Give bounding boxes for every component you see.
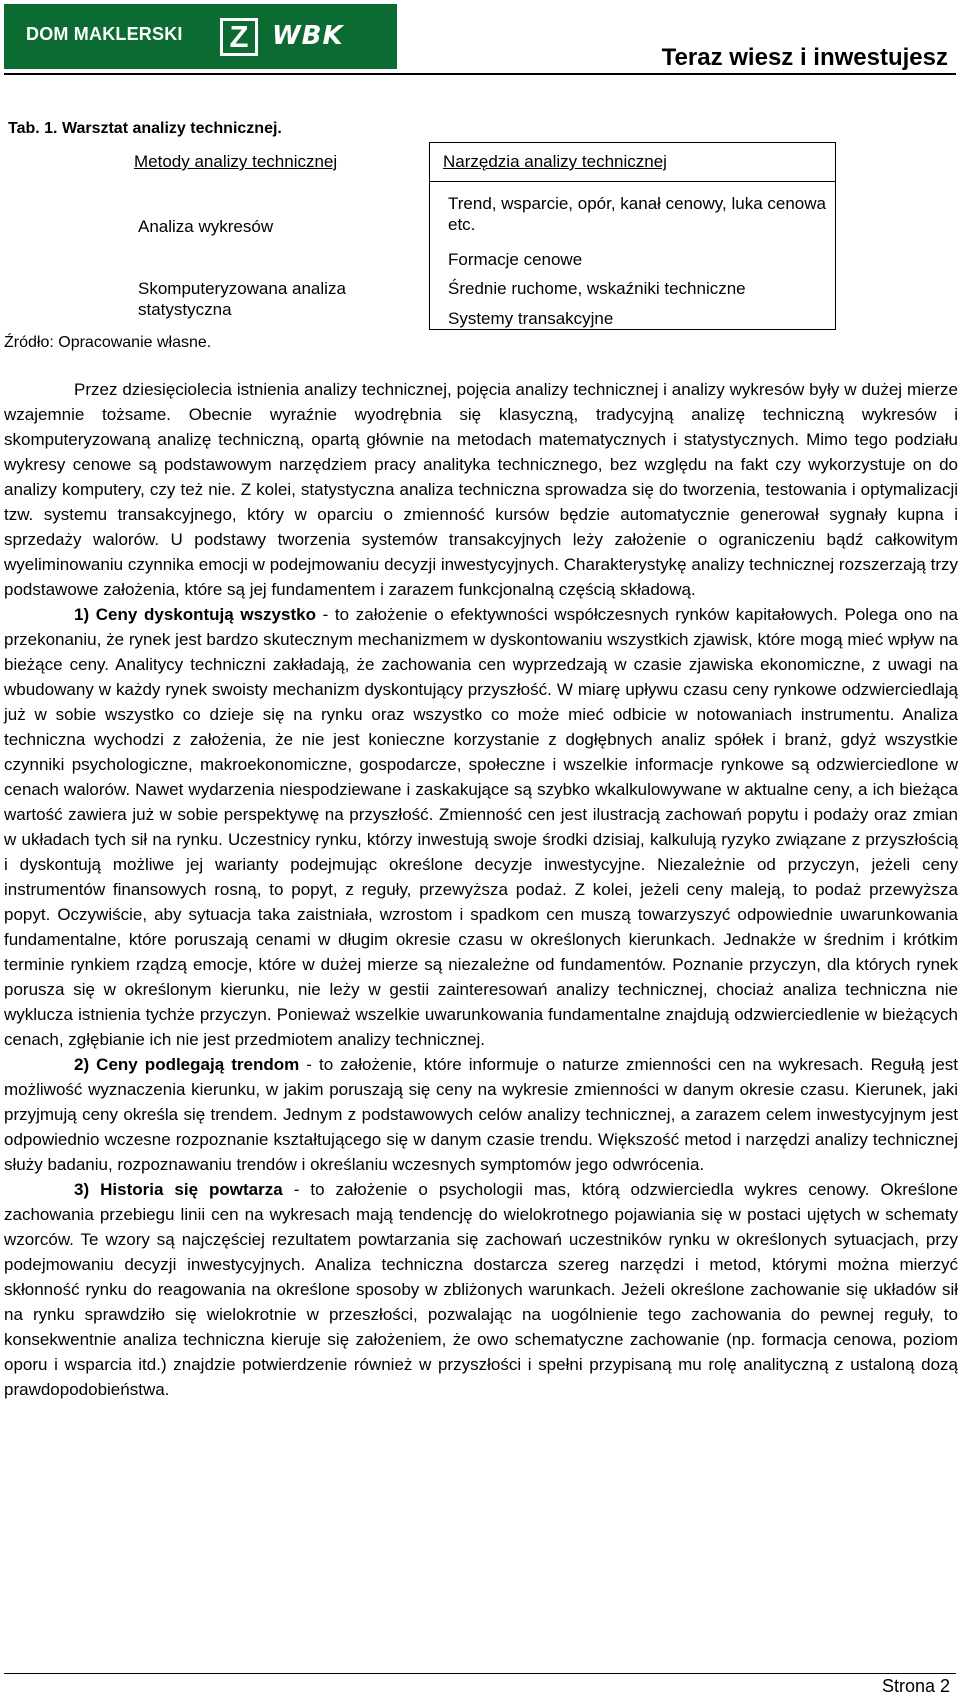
paragraph-text: - to założenie o psychologii mas, którą odzwierciedla wykres cenowy. Określone zachowania przebiegu linii cen na wykresach mają tendencję do wielokrotnego pojawiania się w postaci ujętych w schematy wzorców. Te wzory są najczęściej rezultatem powtarzania się zachowań uczestników rynku w określonych sytuacjach, przy podejmowaniu decyzji inwestycyjnych. Analiza techniczna dostarcza szereg narzędzi i metod, którymi można mierzyć skłonność rynku do reagowania na określone sposoby w zbliżonych warunkach. Jeżeli określone zachowanie się układów sił na rynku sprawdziło się wielokrotnie w przeszłości, pozwalając na uogólnienie tego zachowania do pewnej reguły, to konsekwentnie analiza techniczna kieruje się założeniem, że owo schematyczne zachowanie (np. formacja cenowa, poziom oporu i wsparcia itd.) znajdzie potwierdzenie również w przyszłości i spełni przypisaną mu rolę analityczną z ustaloną dozą prawdopodobieństwa. — [4, 1180, 959, 1399]
logo-brand: WBK — [272, 21, 344, 51]
paragraph — [4, 602, 958, 1052]
assumption-heading: 2) Ceny podlegają trendom — [74, 1055, 300, 1074]
column-header-methods: Metody analizy technicznej — [134, 152, 338, 171]
column-header-tools: Narzędzia analizy technicznej — [443, 152, 667, 171]
header-divider — [4, 73, 956, 75]
footer-divider — [4, 1673, 956, 1674]
paragraph-text: - to założenie o efektywności współczesnych rynków kapitałowych. Polega ono na przekonaniu, że rynek jest bardzo skutecznym mechanizmem w dyskontowaniu wszystkich zjawisk, które mogą mieć wpływ na bieżące ceny. Analitycy techniczni zakładają, że zachowania cen wyprzedzają w czasie zjawiska ekonomiczne, z uwagi na wbudowany w każdy rynek swoisty mechanizm dyskontujący przyszłość. W miarę upływu czasu ceny rynkowe odzwierciedlają już w sobie wszystko co dzieje się na rynku oraz wszystko co może mieć odbicie w notowaniach instrumentu. Analiza techniczna wychodzi z założenia, że nie jest konieczne korzystanie z dogłębnych analiz spółek i branż, gdyż wszystkie czynniki psychologiczne, makroekonomiczne, gospodarcze, społeczne i wszelkie informacje rynkowe są odzwierciedlone w cenach walorów. Nawet wydarzenia niespodziewane i zaskakujące są szybko wkalkulowywane w aktualne ceny, a ich bieżąca wartość zawiera już w sobie perspektywę na przyszłość. Zmienność cen jest ilustracją zachowań popytu i podaży oraz zmian w układach tych sił na rynku. Uczestnicy rynku, którzy inwestują swoje środki dzisiaj, kalkulują ryzyko związane z przyszłością i dyskontują możliwe jej warianty podejmując określone decyzje inwestycyjne. Niezależnie od przyczyn, jeżeli ceny instrumentów finansowych rosną, to popyt, z reguły, przewyższa podaż. Z kolei, jeżeli ceny maleją, to podaż przewyższa popyt. Oczywiście, aby sytuacja taka zaistniała, wzrostom i spadkom cen muszą towarzyszyć odpowiednie uwarunkowania fundamentalne, które poruszają cenami w długim okresie czasu w określonych kierunkach. Jednakże w średnim i krótkim terminie rynkiem rządzą emocje, które w dużej mierze są niezależne od fundamentów. Poznanie przyczyn, dla których rynek porusza się w określonym kierunku, nie leży w gestii zainteresowań analizy technicznej, chociaż analiza techniczna nie wyklucza istnienia tychże przyczyn. Ponieważ wszelkie uwarunkowania fundamentalne znajdują odzwierciedlenie w bieżących cenach, zgłębianie ich nie jest przedmiotem analizy technicznej. — [4, 605, 958, 1049]
tool-item: Formacje cenowe — [448, 250, 583, 269]
tool-item: Średnie ruchome, wskaźniki techniczne — [448, 279, 746, 298]
broker-logo — [4, 4, 397, 69]
logo-emblem: Z — [220, 18, 258, 56]
method-item: Skomputeryzowana analiza statystyczna — [138, 279, 346, 319]
method-item: Analiza wykresów — [138, 217, 274, 236]
paragraph-text: - to założenie, które informuje o naturze zmienności cen na wykresach. Regułą jest możliwość wyznaczenia kierunku, w jakim poruszają się ceny na wykresie zmienności w danym okresie czasu. Kierunek, jaki przyjmują ceny określa się trendem. Jednym z podstawowych celów analizy technicznej, a zarazem celem inwestycyjnym jest odpowiednio wczesne rozpoznanie kształtującego się w danym czasie trendu. Większość metod i narzędzi analizy technicznej służy badaniu, rozpoznawaniu trendów i określaniu wczesnych symptomów jego odwrócenia. — [4, 1055, 959, 1174]
tagline: Teraz wiesz i inwestujesz — [661, 44, 948, 71]
article-body — [4, 377, 958, 1402]
paragraph: Przez dziesięciolecia istnienia analizy technicznej, pojęcia analizy technicznej i analizy wykresów były w dużej mierze wzajemnie tożsame. Obecnie wyraźnie wyodrębnia się klasyczną, tradycyjną analizę techniczną wykresów i skomputeryzowaną analizę techniczną, opartą głównie na metodach matematycznych i statystycznych. Mimo tego podziału wykresy cenowe są podstawowym narzędziem pracy analityka technicznego, bez względu na fakt czy wykorzystuje on do analizy komputery, czy też nie. Z kolei, statystyczna analiza techniczna sprowadza się do tworzenia, testowania i optymalizacji tzw. systemu transakcyjnego, który w oparciu o zmienność kursów będzie automatycznie generował sygnały kupna i sprzedaży walorów. U podstawy tworzenia systemów transakcyjnych leży założenie o ograniczeniu bądź całkowitym wyeliminowaniu czynnika emocji w podejmowaniu decyzji inwestycyjnych. Charakterystykę analizy technicznej rozszerzają trzy podstawowe założenia, które są jej fundamentem i zarazem funkcjonalną częścią składową. — [4, 380, 958, 599]
logo-text: DOM MAKLERSKI — [26, 24, 183, 44]
paragraph — [4, 1052, 958, 1177]
page-number: Strona 2 — [881, 1676, 950, 1696]
table-source: Źródło: Opracowanie własne. — [4, 334, 212, 351]
paragraph — [4, 1177, 958, 1402]
table-caption: Tab. 1. Warsztat analizy technicznej. — [8, 120, 282, 137]
assumption-heading: 3) Historia się powtarza — [74, 1180, 283, 1199]
assumption-heading: 1) Ceny dyskontują wszystko — [74, 605, 316, 624]
tool-item: Systemy transakcyjne — [448, 309, 614, 328]
tool-item: Trend, wsparcie, opór, kanał cenowy, luka cenowa etc. — [448, 194, 826, 234]
